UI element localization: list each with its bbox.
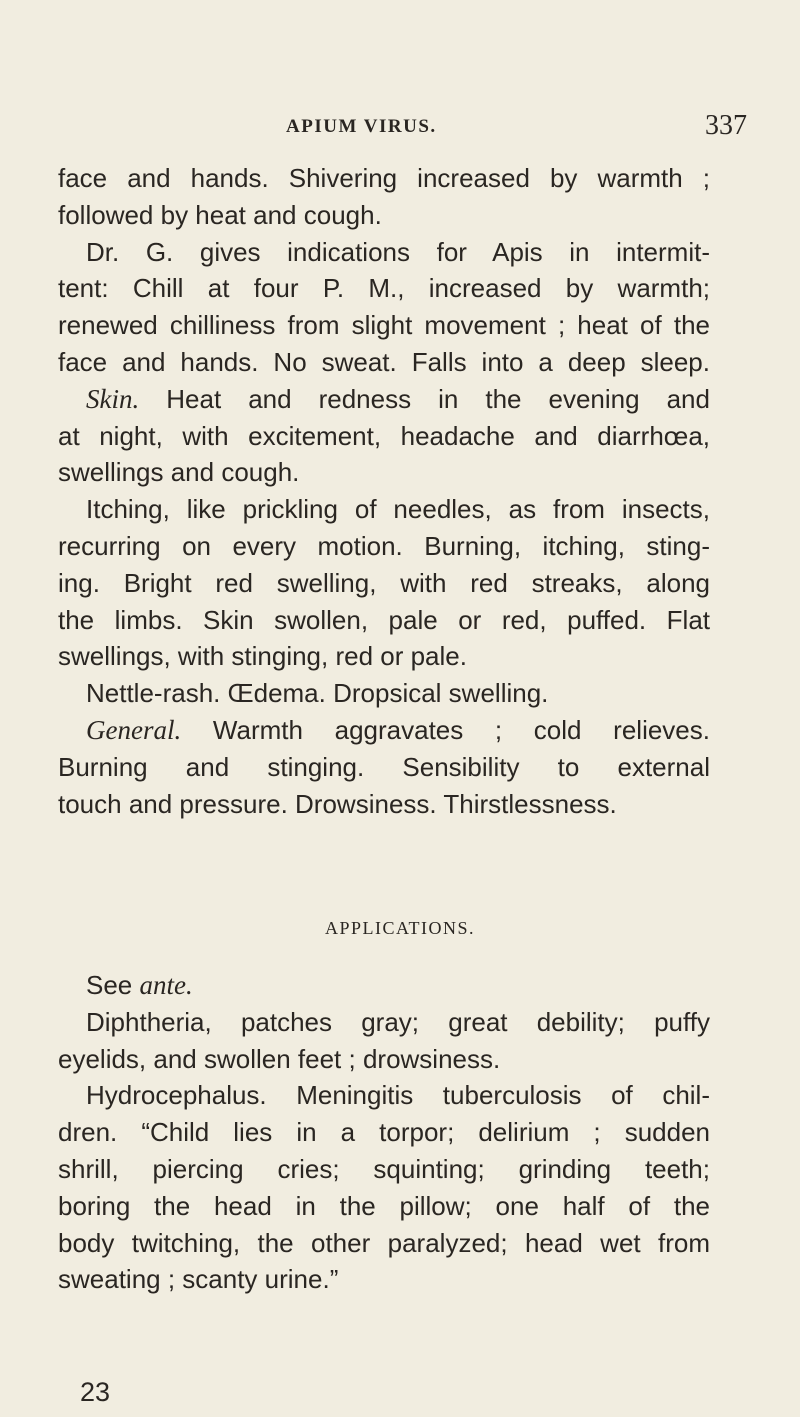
section-label-skin: Skin. [86,383,140,414]
text-line: Itching, like prickling of needles, as from insects, [86,494,710,525]
text-block-symptoms [58,160,710,822]
ante-label: ante. [139,970,193,1000]
text-line: swellings, with stinging, red or pale. [58,641,467,672]
text-line: Warmth aggravates ; cold relieves. [212,714,710,745]
text-line: Nettle-rash. Œdema. Dropsical swelling. [86,678,549,709]
page-number: 337 [705,110,747,141]
text-line: boring the head in the pillow; one half of the [58,1190,710,1221]
text-line: Dr. G. gives indications for Apis in intermit- [86,236,710,267]
text-line-see [58,967,710,1004]
text-line: followed by heat and cough. [58,199,382,230]
text-line: face and hands. Shivering increased by warmth ; [58,163,710,193]
text-line: shrill, piercing cries; squinting; grinding teeth; [58,1153,710,1184]
text-line: body twitching, the other paralyzed; head wet from [58,1227,710,1258]
text-line: ing. Bright red swelling, with red streaks, along [58,567,710,598]
text-line: recurring on every motion. Burning, itching, sting- [58,530,710,561]
text-line: sweating ; scanty urine.” [58,1264,339,1295]
text-line: Burning and stinging. Sensibility to external [58,751,710,782]
text-line: renewed chilliness from slight movement ; heat of the [58,310,710,341]
text-line: dren. “Child lies in a torpor; delirium ; sudden [58,1117,710,1148]
section-heading-applications: APPLICATIONS. [324,918,476,938]
text-line: eyelids, and swollen feet ; drowsiness. [58,1043,501,1074]
text-line-general [58,712,710,749]
text-line: face and hands. No sweat. Falls into a deep sleep. [58,346,710,377]
text-line: at night, with excitement, headache and diarrhœa, [58,420,710,451]
text-line: Hydrocephalus. Meningitis tuberculosis of chil- [86,1080,710,1111]
text-block-applications [58,967,710,1298]
text-line: touch and pressure. Drowsiness. Thirstlessness. [58,788,617,819]
text-line: Heat and redness in the evening and [166,383,710,414]
text-line: swellings and cough. [58,457,300,488]
running-title: APIUM VIRUS. [286,116,437,137]
signature-mark: 23 [80,1377,111,1407]
text-line: Diphtheria, patches gray; great debility; puffy [86,1006,710,1037]
text-line: the limbs. Skin swollen, pale or red, puffed. Flat [58,604,710,635]
text-line: tent: Chill at four P. M., increased by warmth; [58,273,710,304]
text-line-skin [58,381,710,418]
section-label-general: General. [86,714,182,745]
see-label: See [86,970,133,1000]
